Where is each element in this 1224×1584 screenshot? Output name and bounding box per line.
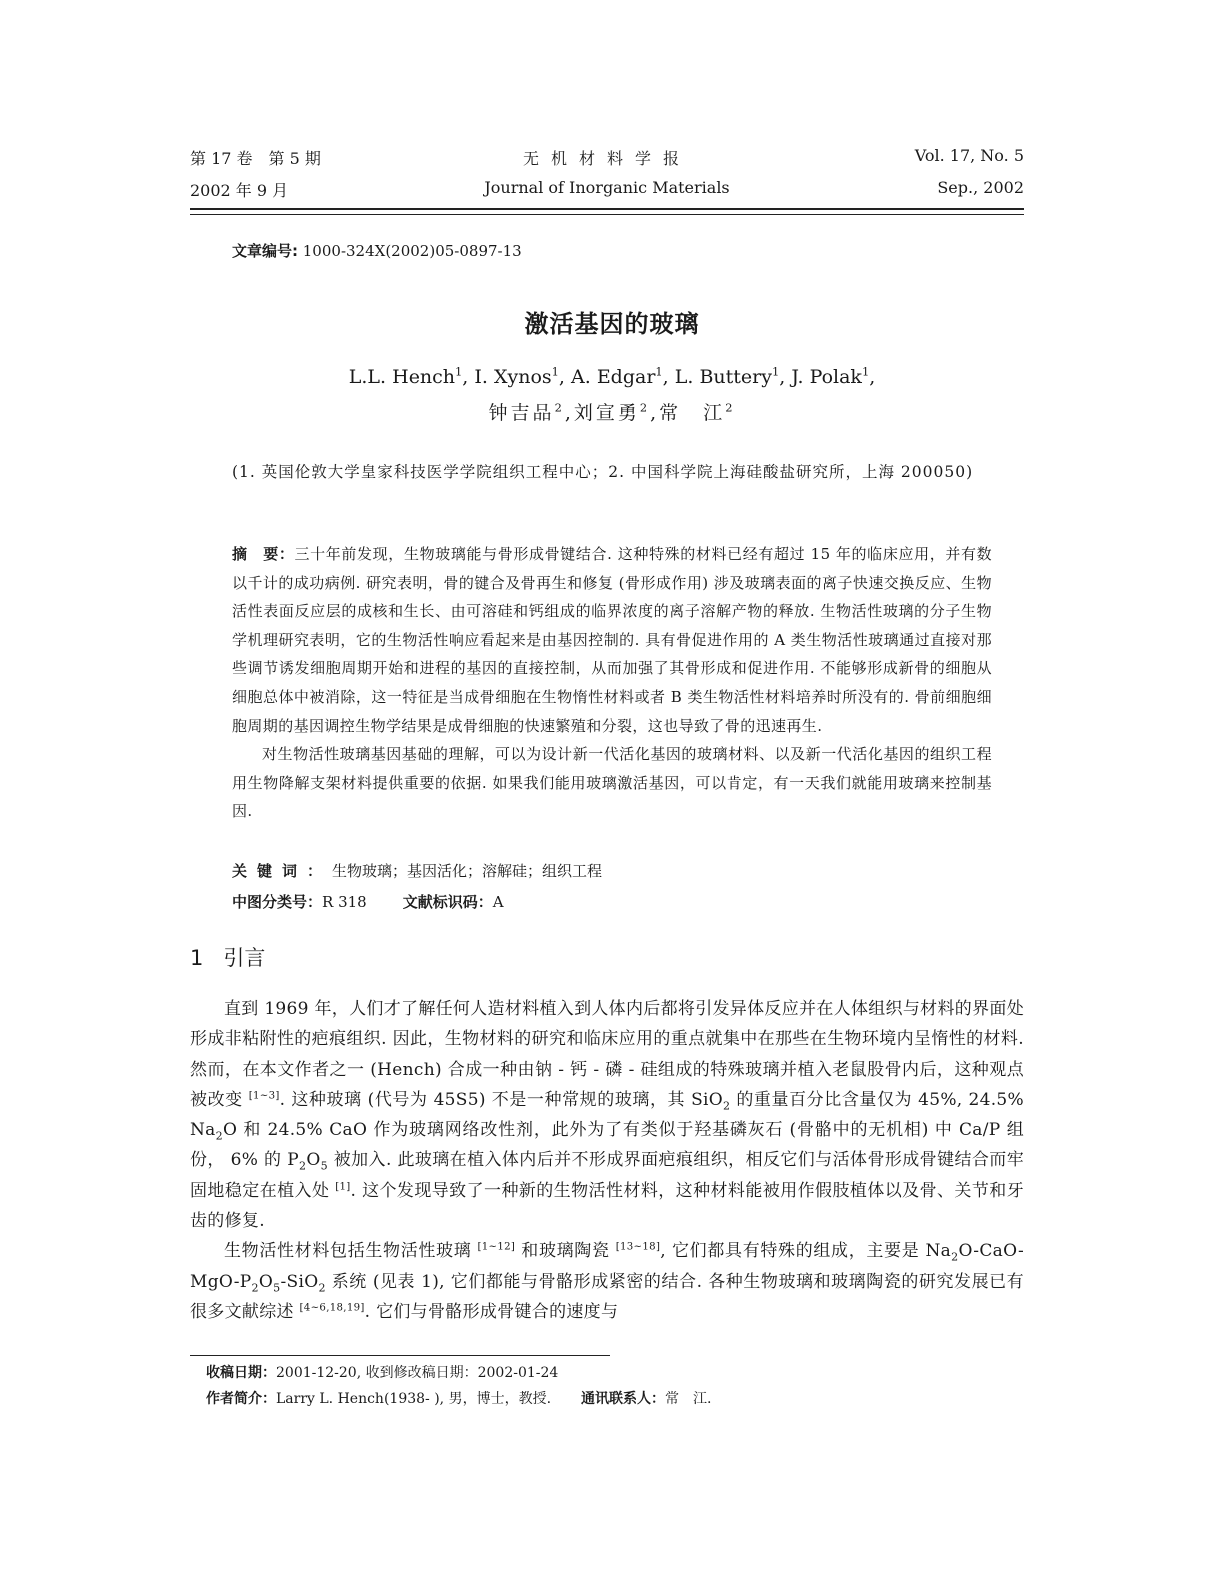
author-name: 刘宣勇 [573,402,640,424]
date-cn: 2002 年 9 月 [190,181,289,200]
keywords [232,860,602,881]
date-en: Sep., 2002 [937,178,1024,197]
paper-title: 激活基因的玻璃 [524,310,700,338]
author-affil-mark: 1 [861,364,870,379]
abstract-paragraph: 摘 要：三十年前发现，生物玻璃能与骨形成骨键结合. 这种特殊的材料已经有超过 15 年的临床应用，并有数以千计的成功病例. 研究表明，骨的键合及骨再生和修复 (骨形成作用) 涉及玻璃表面的离子快速交换反应、生物活性表面反应层的成核和生长、由可溶硅和钙组成的临界浓度的离子溶解产物的释放. 生物活性玻璃的分子生物学机理研究表明，它的生物活性响应看起来是由基因控制的. 具有骨促进作用的 A 类生物活性玻璃通过直接对那些调节诱发细胞周期开始和进程的基因的直接控制，从而加强了其骨形成和促进作用. 不能够形成新骨的细胞从细胞总体中被消除，这一特征是当成骨细胞在生物惰性材料或者 B 类生物活性材料培养时所没有的. 骨前细胞细胞周期的基因调控生物学结果是成骨细胞的快速繁殖和分裂，这也导致了骨的迅速再生. [232,545,992,735]
clc-value: R 318 [322,893,367,911]
volume-issue-cn: 第 17 卷 第 5 期 [190,149,321,168]
author-affil-mark: 2 [639,400,651,415]
citation: [13~18] [615,1241,661,1253]
citation: [1~12] [477,1241,516,1253]
abstract-label: 摘 要： [232,545,295,563]
author-name: L. Buttery [674,366,772,388]
author-name: I. Xynos [474,366,552,388]
author-name: L.L. Hench [348,366,456,388]
contact-value: 常 江. [665,1391,712,1407]
author-affil-mark: 1 [655,364,663,379]
bio-label: 作者简介： [206,1391,276,1407]
abstract [232,540,992,826]
author-affil-mark: 2 [725,400,736,415]
author-name: A. Edgar [571,366,656,388]
journal-name-cn: 无机材料学报 [522,149,691,168]
contact-label: 通讯联系人： [581,1391,666,1407]
doc-code-label: 文献标识码： [402,893,493,911]
citation: [4~6,18,19] [299,1302,365,1314]
citation: [1~3] [248,1090,280,1102]
author-affil-mark: 2 [554,400,565,415]
section-title: 引言 [223,946,266,970]
keywords-label: 关键词： [232,862,333,880]
affiliations: (1. 英国伦敦大学皇家科技医学学院组织工程中心；2. 中国科学院上海硅酸盐研究所，上海 200050) [232,463,974,481]
received-value: 2001-12-20, 收到修改稿日期：2002-01-24 [276,1365,559,1381]
footnote-rule [190,1355,610,1356]
abstract-paragraph: 对生物活性玻璃基因基础的理解，可以为设计新一代活化基因的玻璃材料、以及新一代活化基因的组织工程用生物降解支架材料提供重要的依据. 如果我们能用玻璃激活基因，可以肯定，有一天我们就能用玻璃来控制基因. [232,745,992,821]
section-heading [190,942,265,972]
classification [232,891,504,912]
volume-issue-en: Vol. 17, No. 5 [914,146,1024,165]
author-name: J. Polak [791,366,862,388]
author-affil-mark: 1 [772,364,780,379]
authors-cn: 钟吉品$^2$,刘宣勇$^2$,常 江$^2$ [488,400,736,424]
author-affil-mark: 1 [551,364,559,379]
body-text [190,994,1024,1327]
citation: [1] [335,1181,351,1193]
article-number-label: 文章编号: [232,242,298,260]
clc-label: 中图分类号： [232,893,323,911]
header-rule-thin [190,214,1024,215]
keywords-value: 生物玻璃；基因活化；溶解硅；组织工程 [332,862,603,880]
journal-name-en: Journal of Inorganic Materials [484,178,730,197]
author-name: 常 江 [659,402,726,424]
author-name: 钟吉品 [488,402,555,424]
doc-code-value: A [492,893,504,911]
body-paragraph: 直到 1969 年，人们才了解任何人造材料植入到人体内后都将引发异体反应并在人体组织与材料的界面处形成非粘附性的疤痕组织. 因此，生物材料的研究和临床应用的重点就集中在那些在生物环境内呈惰性的材料. 然而，在本文作者之一 (Hench) 合成一种由钠 - 钙 - 磷 - 硅组成的特殊玻璃并植入老鼠股骨内后，这种观点被改变 [1~3]. 这种玻璃 (代号为 45S5) 不是一种常规的玻璃，其 SiO$_2$ 的重量百分比含量仅为 45%, 24.5% $Na_2O$ 和 24.5% CaO 作为玻璃网络改性剂，此外为了有类似于羟基磷灰石 (骨骼中的无机相) 中 Ca/P 组份， 6% 的 $P_2O_5$ 被加入. 此玻璃在植入体内后并不形成界面疤痕组织，相反它们与活体骨形成骨键结合而牢固地稳定在植入处 [1]. 这个发现导致了一种新的生物活性材料，这种材料能被用作假肢植体以及骨、关节和牙齿的修复. [190,999,1024,1232]
body-paragraph: 生物活性材料包括生物活性玻璃 [1~12] 和玻璃陶瓷 [13~18], 它们都具有特殊的组成，主要是 $Na_2O-CaO-MgO-P_2O_5-SiO_2$ 系统 (见表 1), 它们都能与骨骼形成紧密的结合. 各种生物玻璃和玻璃陶瓷的研究发展已有很多文献综述 [4~6,18,19]. 它们与骨骼形成骨键合的速度与 [190,1241,1024,1322]
received-label: 收稿日期： [206,1365,276,1381]
bio-value: Larry L. Hench(1938- ), 男，博士，教授. [276,1391,552,1407]
article-number [232,240,522,261]
header-rule-thick [190,208,1024,210]
author-affil-mark: 1 [455,364,463,379]
footnote-author-bio [206,1388,712,1408]
footnote-received [206,1362,558,1382]
authors-en: L.L. Hench$^1$, I. Xynos$^1$, A. Edgar$^1$, L. Buttery$^1$, J. Polak$^1$, [348,364,876,388]
article-number-value: 1000-324X(2002)05-0897-13 [298,242,522,260]
section-number: 1 [190,946,204,970]
